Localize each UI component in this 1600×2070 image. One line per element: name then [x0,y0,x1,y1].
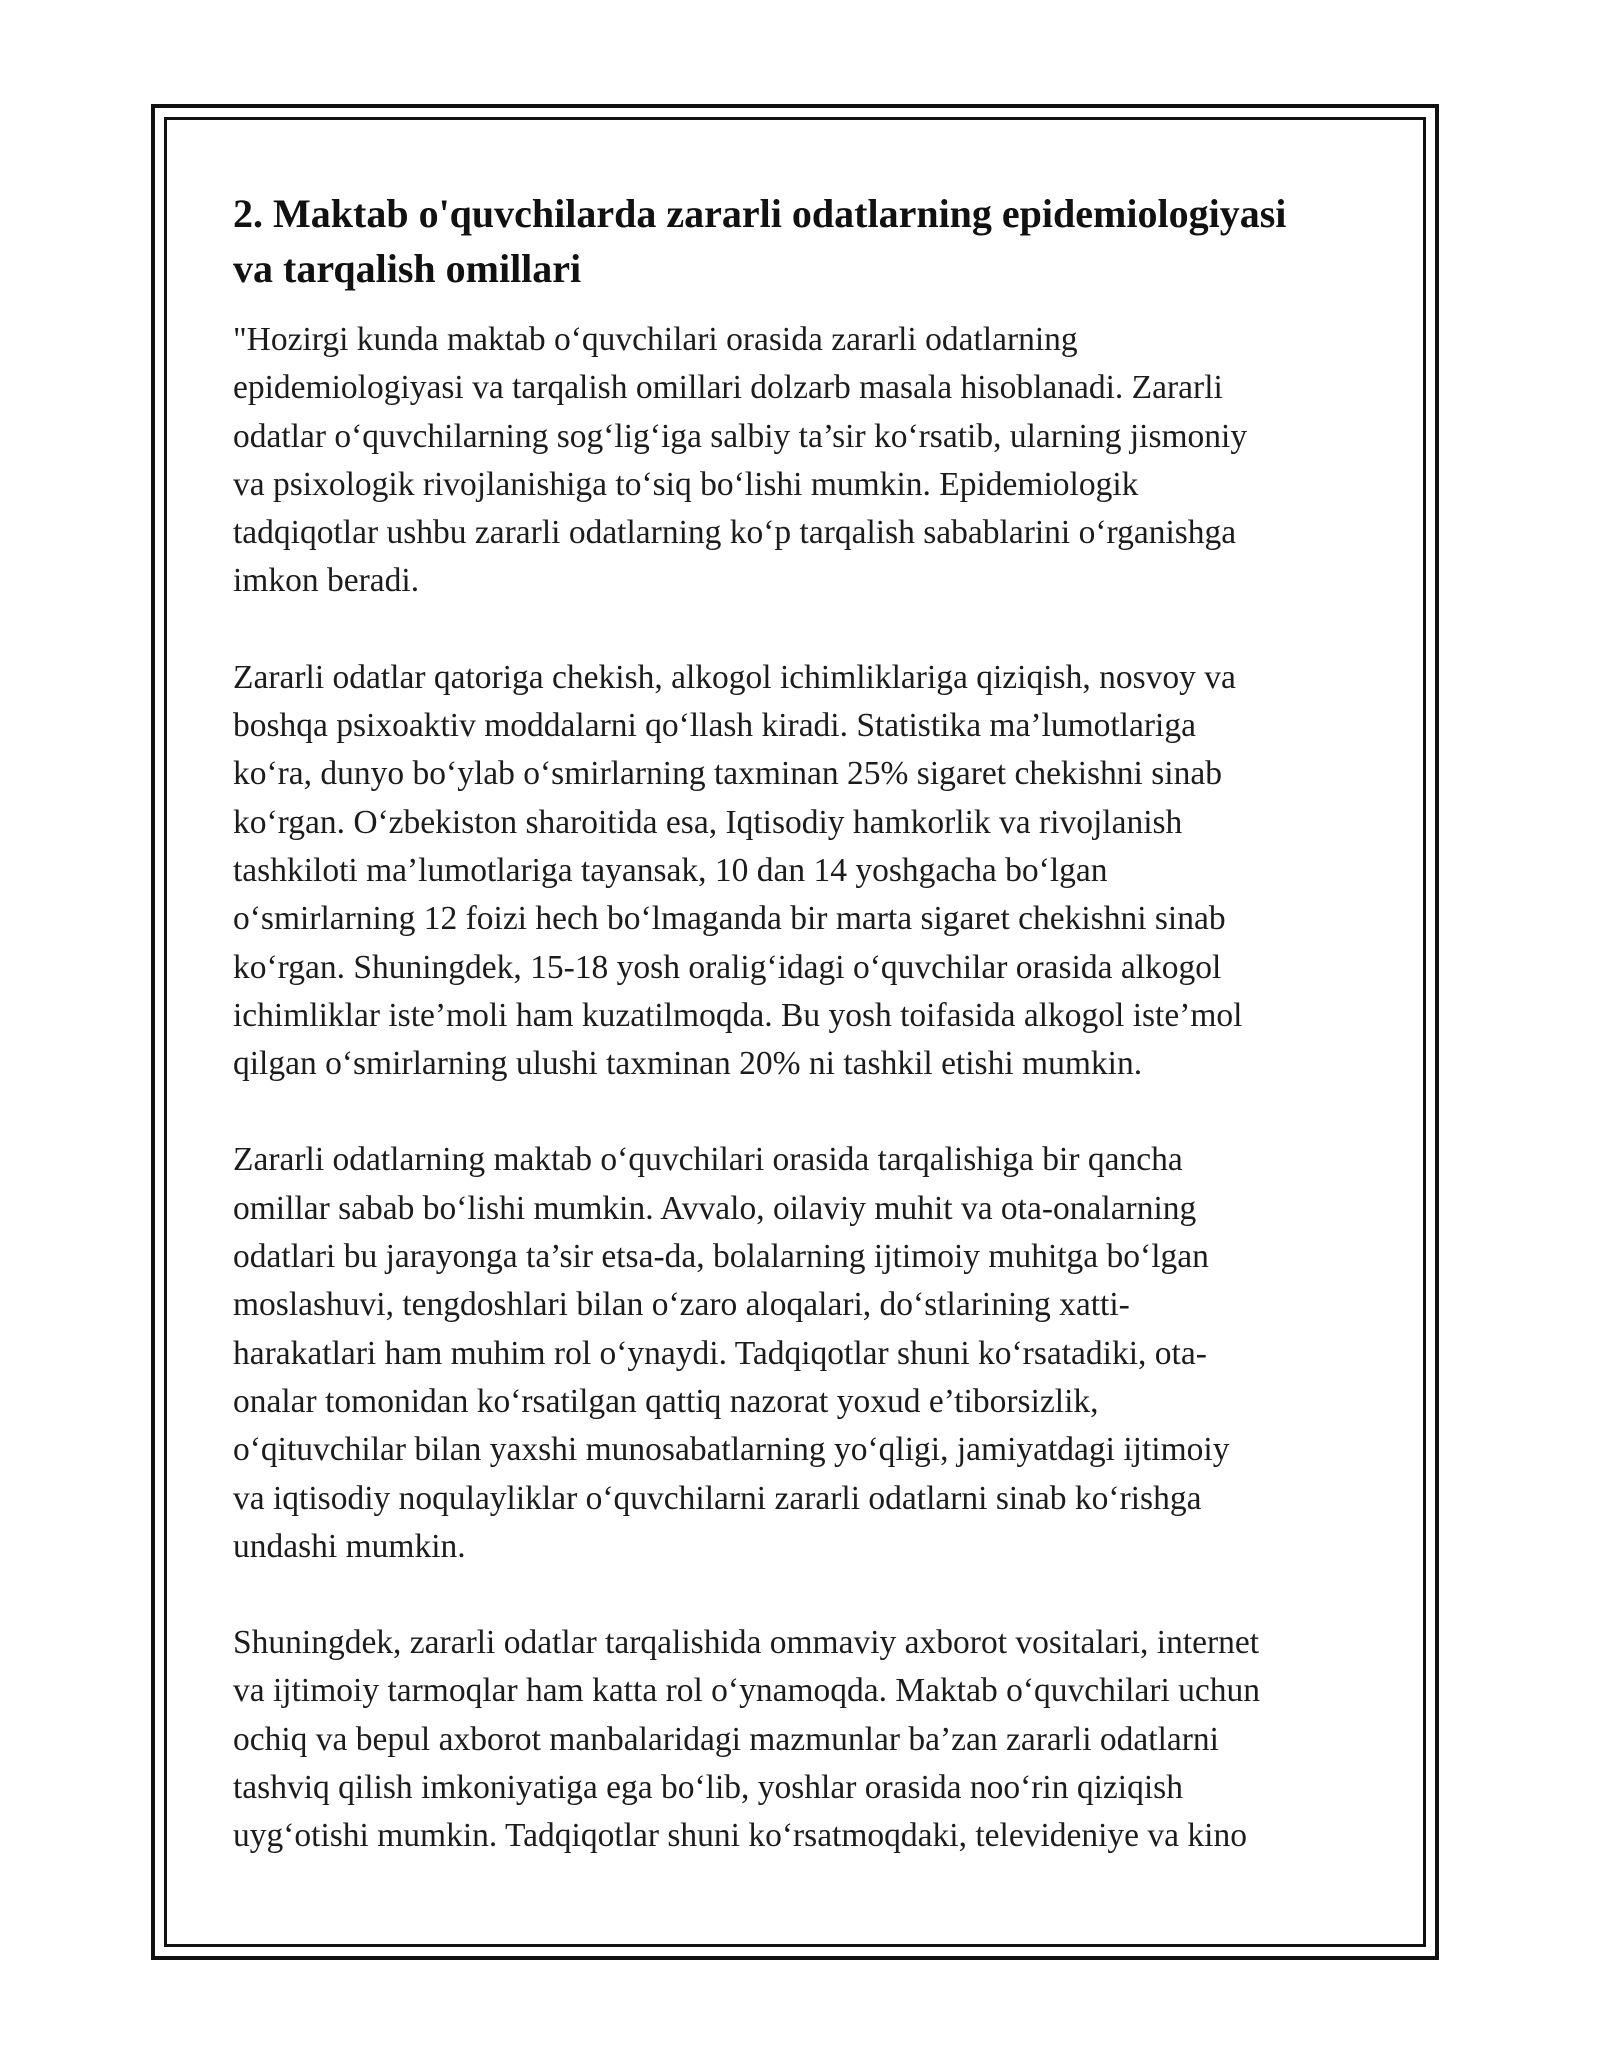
text-line: va ijtimoiy tarmoqlar ham katta rol o‘ynamoqda. Maktab o‘quvchilari uchun [233,1672,1261,1710]
text-line: boshqa psixoaktiv moddalarni qo‘llash kiradi. Statistika ma’lumotlariga [233,707,1196,745]
text-line: ichimliklar iste’moli ham kuzatilmoqda. Bu yosh toifasida alkogol iste’mol [233,996,1243,1034]
text-line: ochiq va bepul axborot manbalaridagi mazmunlar ba’zan zararli odatlarni [233,1720,1219,1758]
text-line: ko‘rgan. O‘zbekiston sharoitida esa, Iqtisodiy hamkorlik va rivojlanish [233,803,1183,841]
text-line: moslashuvi, tengdoshlari bilan o‘zaro aloqalari, do‘stlarining xatti- [233,1286,1130,1324]
heading-line: 2. Maktab o'quvchilarda zararli odatlarning epidemiologiyasi [233,191,1287,236]
text-line: va psixologik rivojlanishiga to‘siq bo‘lishi mumkin. Epidemiologik [233,465,1139,503]
text-line: undashi mumkin. [233,1527,466,1565]
text-line: odatlar o‘quvchilarning sog‘lig‘iga salbiy ta’sir ko‘rsatib, ularning jismoniy [233,417,1248,455]
text-line: va iqtisodiy noqulayliklar o‘quvchilarni zararli odatlarni sinab ko‘rishga [233,1479,1202,1517]
paragraph-factors [233,1136,1373,1571]
text-line: ko‘ra, dunyo bo‘ylab o‘smirlarning taxminan 25% sigaret chekishni sinab [233,755,1222,793]
text-line: Zararli odatlarning maktab o‘quvchilari orasida tarqalishiga bir qancha [233,1141,1183,1179]
text-line: onalar tomonidan ko‘rsatilgan qattiq nazorat yoxud e’tiborsizlik, [233,1382,1099,1420]
text-line: qilgan o‘smirlarning ulushi taxminan 20% ni tashkil etishi mumkin. [233,1045,1143,1083]
paragraph-intro [233,316,1373,606]
text-line: tadqiqotlar ushbu zararli odatlarning ko‘p tarqalish sabablarini o‘rganishga [233,514,1237,552]
text-line: "Hozirgi kunda maktab o‘quvchilari orasida zararli odatlarning [233,321,1078,358]
text-line: omillar sabab bo‘lishi mumkin. Avvalo, oilaviy muhit va ota-onalarning [233,1189,1197,1227]
text-line: ko‘rgan. Shuningdek, 15-18 yosh oralig‘idagi o‘quvchilar orasida alkogol [233,948,1222,986]
section-heading [233,186,1373,296]
text-line: o‘qituvchilar bilan yaxshi munosabatlarning yo‘qligi, jamiyatdagi ijtimoiy [233,1431,1230,1469]
text-line: o‘smirlarning 12 foizi hech bo‘lmaganda bir marta sigaret chekishni sinab [233,900,1226,938]
text-line: harakatlari ham muhim rol o‘ynaydi. Tadqiqotlar shuni ko‘rsatadiki, ota- [233,1334,1207,1372]
document-body [233,186,1373,1909]
text-line: tashkiloti ma’lumotlariga tayansak, 10 dan 14 yoshgacha bo‘lgan [233,851,1108,889]
heading-line: va tarqalish omillari [233,246,582,291]
text-line: Shuningdek, zararli odatlar tarqalishida ommaviy axborot vositalari, internet [233,1624,1260,1662]
paragraph-media [233,1619,1373,1860]
text-line: tashviq qilish imkoniyatiga ega bo‘lib, yoshlar orasida noo‘rin qiziqish [233,1769,1183,1807]
text-line: Zararli odatlar qatoriga chekish, alkogol ichimliklariga qiziqish, nosvoy va [233,658,1236,696]
text-line: epidemiologiyasi va tarqalish omillari dolzarb masala hisoblanadi. Zararli [233,369,1223,407]
text-line: imkon beradi. [233,562,420,600]
paragraph-statistics [233,654,1373,1089]
text-line: uyg‘otishi mumkin. Tadqiqotlar shuni ko‘rsatmoqdaki, televideniye va kino [233,1817,1247,1855]
text-line: odatlari bu jarayonga ta’sir etsa-da, bolalarning ijtimoiy muhitga bo‘lgan [233,1238,1209,1276]
